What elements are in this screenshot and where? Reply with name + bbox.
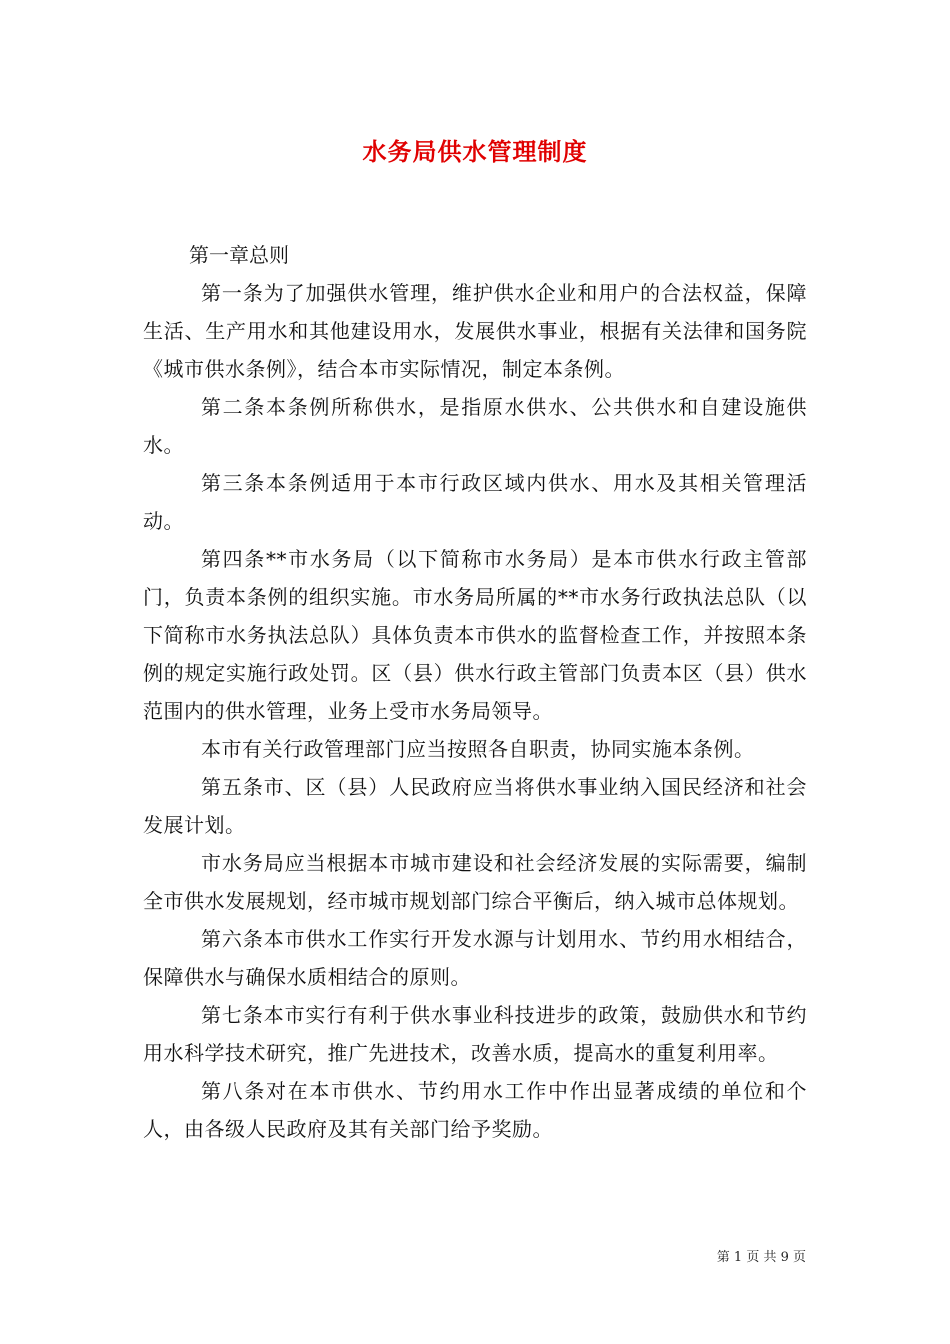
document-body bbox=[143, 236, 807, 1148]
paragraph: 第七条本市实行有利于供水事业科技进步的政策，鼓励供水和节约用水科学技术研究，推广先进技术，改善水质，提高水的重复利用率。 bbox=[143, 1003, 807, 1065]
paragraph: 第六条本市供水工作实行开发水源与计划用水、节约用水相结合，保障供水与确保水质相结合的原则。 bbox=[143, 927, 807, 989]
paragraph: 第二条本条例所称供水，是指原水供水、公共供水和自建设施供水。 bbox=[143, 395, 807, 457]
paragraph: 第四条**市水务局（以下简称市水务局）是本市供水行政主管部门，负责本条例的组织实施。市水务局所属的**市水务行政执法总队（以下简称市水务执法总队）具体负责本市供水的监督检查工作，并按照本条例的规定实施行政处罚。区（县）供水行政主管部门负责本区（县）供水范围内的供水管理，业务上受市水务局领导。 bbox=[143, 547, 807, 723]
paragraph: 第一条为了加强供水管理，维护供水企业和用户的合法权益，保障生活、生产用水和其他建设用水，发展供水事业，根据有关法律和国务院《城市供水条例》，结合本市实际情况，制定本条例。 bbox=[143, 281, 807, 381]
paragraph: 第八条对在本市供水、节约用水工作中作出显著成绩的单位和个人，由各级人民政府及其有关部门给予奖励。 bbox=[143, 1079, 807, 1141]
paragraph: 市水务局应当根据本市城市建设和社会经济发展的实际需要，编制全市供水发展规划，经市城市规划部门综合平衡后，纳入城市总体规划。 bbox=[143, 851, 807, 913]
paragraph: 第五条市、区（县）人民政府应当将供水事业纳入国民经济和社会发展计划。 bbox=[143, 775, 807, 837]
chapter-heading: 第一章总则 bbox=[189, 243, 289, 267]
paragraph: 本市有关行政管理部门应当按照各自职责，协同实施本条例。 bbox=[201, 737, 755, 761]
paragraph: 第三条本条例适用于本市行政区域内供水、用水及其相关管理活动。 bbox=[143, 471, 807, 533]
document-title: 水务局供水管理制度 bbox=[362, 138, 588, 166]
page-number: 第 1 页 共 9 页 bbox=[716, 1250, 806, 1265]
